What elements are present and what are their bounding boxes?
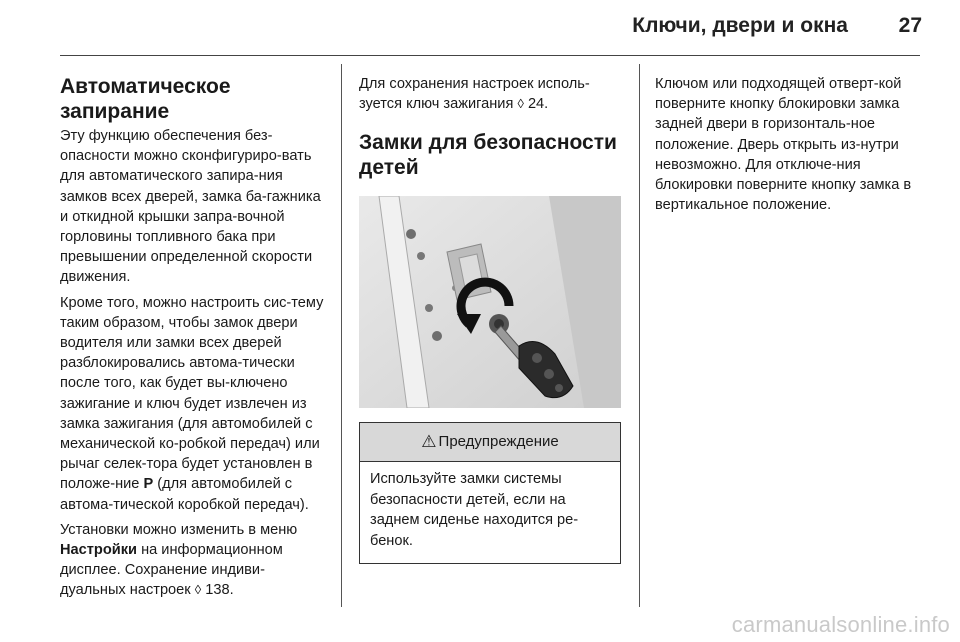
page-reference-icon: ◊ [194, 582, 202, 598]
page-reference[interactable]: 24. [527, 96, 549, 113]
watermark: carmanualsonline.info [731, 612, 950, 637]
page-reference[interactable]: 138. [205, 582, 234, 599]
child-lock-drawing [359, 196, 621, 408]
section-heading-child-locks: Замки для безопасности детей [359, 131, 617, 180]
paragraph-text: Установки можно изменить в меню [60, 521, 298, 538]
column-1 [60, 74, 328, 606]
section-heading-auto-lock: Автоматическое запирание [60, 75, 231, 123]
paragraph [359, 74, 625, 114]
menu-name: Настройки [60, 542, 137, 559]
warning-box [359, 422, 621, 564]
paragraph [60, 126, 328, 288]
paragraph-text: Эту функцию обеспечения без-опасности можно сконфигуриро-вать для автоматического запира-ния замков всех дверей, замка ба-гажника и откидной крышки запра-вочной горловины топливного бака при превышении определенной скорости движения. [60, 128, 321, 286]
paragraph-text: Ключом или подходящей отверт-кой поверните кнопку блокировки замка задней двери в горизонталь-ное положение. Дверь открыть из-нутри невозможно. Для отключе-ния блокировки поверните кнопку замка в вертикальное положение. [655, 76, 912, 214]
warning-header [360, 423, 620, 462]
column-3 [655, 74, 923, 220]
paragraph-text: на информационном дисплее. Сохранение индиви-дуальных настроек [60, 542, 283, 599]
paragraph [60, 520, 328, 601]
warning-icon: ⚠ [421, 432, 437, 452]
column-2 [359, 74, 625, 564]
paragraph-text: (для автомобилей с автома-тической коробкой передач). [60, 476, 309, 513]
page-reference-icon: ◊ [517, 96, 524, 112]
column-divider-1 [341, 64, 342, 607]
paragraph-text: Кроме того, можно настроить сис-тему таким образом, чтобы замок двери водителя или замки всех дверей разблокировались автома-тически после того, как будет вы-ключено зажигание и ключ будет извлечен из замка зажигания (для автомобилей с механической ко-робкой передач) или рычаг селек-тора будет установлен в положе-ние [60, 294, 324, 493]
warning-title: Предупреждение [438, 433, 559, 451]
gear-position-label: P [143, 476, 154, 493]
paragraph [60, 293, 328, 515]
warning-text: Используйте замки системы безопасности детей, если на заднем сиденье находится ре-бенок. [370, 471, 579, 549]
page-number: 27 [898, 14, 922, 37]
page-header-title: Ключи, двери и окна [632, 14, 848, 37]
paragraph [655, 74, 923, 215]
header-rule [60, 55, 920, 56]
paragraph-text: Для сохранения настроек исполь-зуется ключ зажигания [359, 76, 590, 113]
column-divider-2 [639, 64, 640, 607]
child-lock-illustration [359, 196, 621, 408]
